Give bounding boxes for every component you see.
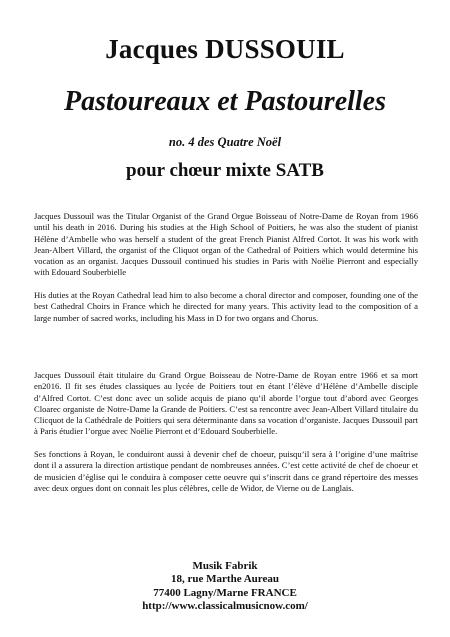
- work-title: Pastoureaux et Pastourelles: [63, 86, 386, 117]
- biography-french-paragraph-2: Ses fonctions à Royan, le conduiront aussi à devenir chef de choeur, puisqu’il sera à l’origine d’une maîtrise dont il a assurera la direction artistique pendant de nombreuses années. C’est cette activité de chef de choeur et de musicien d’église qui le conduira à composer cette oeuvre qui s’inscrit dans ce grand répertoire des messes avec deux orgues dont on connait les plus célèbres, celle de Widor, de Vierne ou de Langlais.: [34, 449, 418, 493]
- publisher-city: 77400 Lagny/Marne FRANCE: [153, 586, 297, 599]
- publisher-street: 18, rue Marthe Aureau: [171, 573, 279, 586]
- biography-english-paragraph-1: Jacques Dussouil was the Titular Organist of the Grand Orgue Boisseau of Notre-Dame de Royan from 1966 until his death in 2016. During his studies at the High School of Poitiers, he was also the student of pianist Hélène d’Ambelle who was herself a student of the great French Pianist Alfred Cortot. It was his work with Jean-Albert Villard, the organist of the Cliquot organ of the Cathedral of Poitiers which would determine his vocation as an organist. Jacques Dussouil continued his studies in Paris with Noëlie Pierront and especially with Edouard Souberbielle: [34, 211, 418, 278]
- composer-name: Jacques DUSSOUIL: [105, 34, 345, 64]
- publisher-address-block: [0, 560, 450, 614]
- publisher-url: http://www.classicalmusicnow.com/: [142, 600, 308, 613]
- work-subtitle: no. 4 des Quatre Noël: [168, 135, 282, 149]
- biography-french-paragraph-1: Jacques Dussouil était titulaire du Grand Orgue Boisseau de Notre-Dame de Royan entre 1966 et sa mort en2016. Il fit ses études classiques au lycée de Poitiers tout en étant l’élève d’Hélène d’Ambelle disciple d’Alfred Cortot. C’est donc avec un solide acquis de piano qu’il aborde l’orgue tout d’abord avec Georges Cloarec organiste de Notre-Dame la Grande de Poitiers. C’est sa rencontre avec Jean-Albert Villard titulaire du Clicquot de la Cathédrale de Poitiers qui sera déterminante dans sa vocation d’organiste. Jacques Dussouil part à Paris étudier l’orgue avec Noëlie Pierront et d’Edouard Souberbielle.: [34, 370, 418, 437]
- publisher-name: Musik Fabrik: [192, 560, 258, 572]
- biography-english-paragraph-2: His duties at the Royan Cathedral lead him to also become a choral director and composer, founding one of the best Cathedral Choirs in France which he directed for many years. This activity lead to the composition of a large number of sacred works, including his Mass in D for two organs and Chorus.: [34, 290, 418, 323]
- scoring-line: pour chœur mixte SATB: [126, 160, 324, 181]
